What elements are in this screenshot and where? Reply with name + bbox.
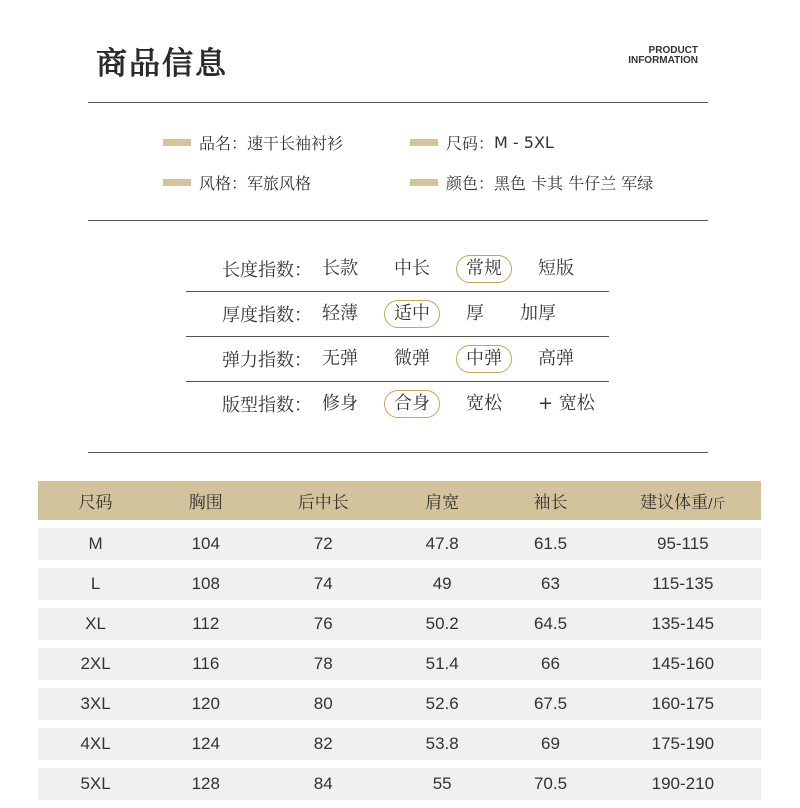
index-option: 修身	[322, 393, 358, 414]
table-cell: 135-145	[605, 608, 761, 640]
index-row-length	[222, 251, 592, 287]
table-cell: M	[38, 528, 153, 560]
info-size-label: 尺码：	[446, 134, 495, 153]
table-cell: 95-115	[605, 528, 761, 560]
table-cell: 2XL	[38, 648, 153, 680]
table-cell: 80	[258, 688, 388, 720]
table-row	[38, 768, 761, 800]
info-style	[163, 171, 311, 194]
bullet-bar-icon	[163, 179, 191, 186]
info-size-value: M - 5XL	[494, 133, 554, 152]
table-cell: 124	[153, 728, 258, 760]
table-cell: 108	[153, 568, 258, 600]
table-row	[38, 728, 761, 760]
index-label: 弹力指数：	[222, 350, 312, 371]
index-option: 轻薄	[322, 303, 358, 324]
table-cell: 5XL	[38, 768, 153, 800]
index-option-selected: 中弹	[456, 345, 512, 373]
index-label: 厚度指数：	[222, 305, 312, 326]
index-option-selected: 适中	[384, 300, 440, 328]
index-option: 微弹	[394, 348, 430, 369]
table-cell: 67.5	[496, 688, 604, 720]
table-cell: 145-160	[605, 648, 761, 680]
size-table-header-weight	[605, 481, 761, 520]
index-option-selected: 合身	[384, 390, 440, 418]
table-cell: 55	[388, 768, 496, 800]
bullet-bar-icon	[163, 139, 191, 146]
size-table-header: 肩宽	[388, 481, 496, 520]
table-cell: 52.6	[388, 688, 496, 720]
weight-header-label: 建议体重	[640, 493, 709, 513]
table-cell: 61.5	[496, 528, 604, 560]
index-divider	[186, 381, 609, 382]
table-cell: 82	[258, 728, 388, 760]
divider-bottom	[88, 452, 708, 453]
table-cell: 70.5	[496, 768, 604, 800]
bullet-bar-icon	[410, 179, 438, 186]
info-color-label: 颜色：	[446, 174, 495, 193]
index-option-selected: 常规	[456, 255, 512, 283]
info-style-value: 军旅风格	[247, 174, 312, 193]
info-name-value: 速干长袖衬衫	[247, 134, 344, 153]
table-row	[38, 688, 761, 720]
table-cell: 116	[153, 648, 258, 680]
table-cell: 104	[153, 528, 258, 560]
table-cell: XL	[38, 608, 153, 640]
size-table-header: 尺码	[38, 481, 153, 520]
info-name	[163, 131, 343, 154]
section-title-en-line1: PRODUCT	[648, 45, 698, 56]
table-cell: 160-175	[605, 688, 761, 720]
index-option: 长款	[322, 258, 358, 279]
divider-middle	[88, 220, 708, 221]
table-cell: 84	[258, 768, 388, 800]
table-row	[38, 528, 761, 560]
index-row-elasticity	[222, 341, 592, 377]
table-cell: 50.2	[388, 608, 496, 640]
section-title-en-line2: INFORMATION	[628, 55, 698, 66]
index-option: 中长	[394, 258, 430, 279]
table-cell: 112	[153, 608, 258, 640]
index-divider	[186, 291, 609, 292]
table-cell: 78	[258, 648, 388, 680]
weight-unit-label: /斤	[708, 497, 726, 512]
section-title-en	[628, 46, 698, 66]
table-cell: 51.4	[388, 648, 496, 680]
size-table-header: 袖长	[496, 481, 604, 520]
bullet-bar-icon	[410, 139, 438, 146]
table-cell: 74	[258, 568, 388, 600]
table-cell: 72	[258, 528, 388, 560]
table-cell: 47.8	[388, 528, 496, 560]
table-cell: 76	[258, 608, 388, 640]
table-cell: 64.5	[496, 608, 604, 640]
info-color-value: 黑色 卡其 牛仔兰 军绿	[494, 174, 654, 193]
table-cell: 53.8	[388, 728, 496, 760]
index-option: + 宽松	[538, 393, 595, 414]
table-cell: 175-190	[605, 728, 761, 760]
size-table-header-row	[38, 481, 761, 520]
size-table-header: 后中长	[258, 481, 388, 520]
page-title: 商品信息	[96, 46, 228, 82]
table-cell: 69	[496, 728, 604, 760]
info-size	[410, 131, 554, 154]
table-cell: 66	[496, 648, 604, 680]
size-table	[38, 473, 761, 808]
index-label: 版型指数：	[222, 395, 312, 416]
table-cell: 49	[388, 568, 496, 600]
index-divider	[186, 336, 609, 337]
table-cell: 120	[153, 688, 258, 720]
index-option: 加厚	[520, 303, 556, 324]
table-cell: 115-135	[605, 568, 761, 600]
index-option: 厚	[466, 303, 484, 324]
info-color	[410, 171, 653, 194]
table-row	[38, 648, 761, 680]
table-cell: L	[38, 568, 153, 600]
info-name-label: 品名：	[199, 134, 248, 153]
index-option: 无弹	[322, 348, 358, 369]
divider-top	[88, 102, 708, 103]
index-label: 长度指数：	[222, 260, 312, 281]
index-row-fit	[222, 386, 613, 422]
table-row	[38, 568, 761, 600]
table-cell: 128	[153, 768, 258, 800]
table-cell: 63	[496, 568, 604, 600]
index-option: 高弹	[538, 348, 574, 369]
table-cell: 4XL	[38, 728, 153, 760]
info-style-label: 风格：	[199, 174, 248, 193]
index-row-thickness	[222, 296, 574, 332]
table-cell: 3XL	[38, 688, 153, 720]
index-option: 短版	[538, 258, 574, 279]
size-table-header: 胸围	[153, 481, 258, 520]
table-cell: 190-210	[605, 768, 761, 800]
index-option: 宽松	[466, 393, 502, 414]
table-row	[38, 608, 761, 640]
